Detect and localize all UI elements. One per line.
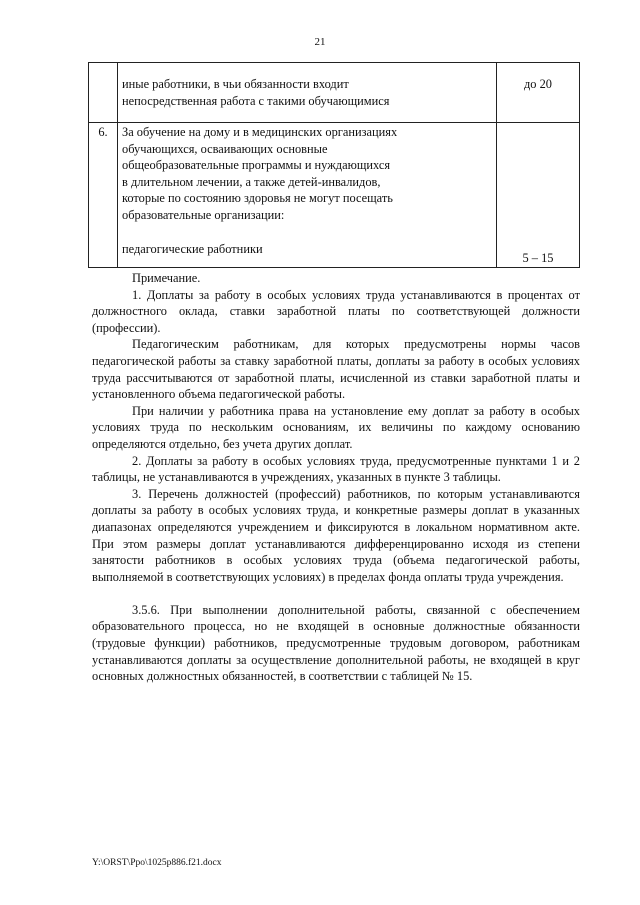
row-description <box>118 63 497 123</box>
spacer <box>92 585 580 602</box>
payment-table <box>88 62 580 268</box>
note-paragraph: Педагогическим работникам, для которых предусмотрены нормы часов педагогической работы за ставку заработной платы, доплаты за работу в особых условиях труда рассчитываются от заработной платы, исчисленной из ставки заработной платы и установленного объема педагогической работы. <box>92 337 580 402</box>
file-path-footer: Y:\ORST\Ppo\1025p886.f21.docx <box>92 858 222 868</box>
row-number: 6. <box>89 123 118 268</box>
description-line: в длительном лечении, а также детей-инвалидов, <box>122 174 381 189</box>
page-number: 21 <box>314 36 326 48</box>
row-number <box>89 63 118 123</box>
notes-section <box>92 270 580 685</box>
notes-title: Примечание. <box>132 271 201 285</box>
description-line: которые по состоянию здоровья не могут посещать <box>122 191 393 206</box>
description-line: обучающихся, осваивающих основные <box>122 141 328 156</box>
description-line: За обучение на дому и в медицинских организациях <box>122 125 398 139</box>
sub-line: педагогические работники <box>122 241 263 256</box>
description-line: общеобразовательные программы и нуждающихся <box>122 158 391 173</box>
section-paragraph: 3.5.6. При выполнении дополнительной работы, связанной с обеспечением образовательного процесса, но не входящей в основные должностные обязанности (трудовые функции) работников, предусмотренные трудовым договором, работникам устанавливаются доплаты за осуществление дополнительной работы, не входящей в круг основных должностных обязанностей, в соответствии с таблицей № 15. <box>92 602 580 684</box>
description-line: образовательные организации: <box>122 207 285 222</box>
row-value: до 20 <box>497 63 580 123</box>
description-line: непосредственная работа с такими обучающимися <box>122 93 390 108</box>
note-paragraph: 3. Перечень должностей (профессий) работников, по которым устанавливаются доплаты за работу в особых условиях труда, и конкретные размеры доплат в указанных диапазонах определяются учреждением и фиксируются в локальном нормативном акте. При этом размеры доплат устанавливаются дифференцированно исходя из степени занятости работников в особых условиях труда (объема педагогической работы, выполняемой в соответствующих условиях) в пределах фонда оплаты труда учреждения. <box>92 486 580 584</box>
table-row <box>89 63 580 123</box>
row-description <box>118 123 497 268</box>
note-paragraph: 1. Доплаты за работу в особых условиях труда устанавливаются в процентах от должностного оклада, ставки заработной платы по соответствующей должности (профессии). <box>92 287 580 335</box>
row-value: 5 – 15 <box>497 123 580 268</box>
description-line: иные работники, в чьи обязанности входит <box>122 77 349 91</box>
note-paragraph: 2. Доплаты за работу в особых условиях труда, предусмотренные пунктами 1 и 2 таблицы, не устанавливаются в учреждениях, указанных в пункте 3 таблицы. <box>92 453 580 485</box>
note-paragraph: При наличии у работника права на установление ему доплат за работу в особых условиях труда по нескольким основаниям, их величины по каждому основанию определяются отдельно, без учета других доплат. <box>92 403 580 451</box>
table-row <box>89 123 580 268</box>
